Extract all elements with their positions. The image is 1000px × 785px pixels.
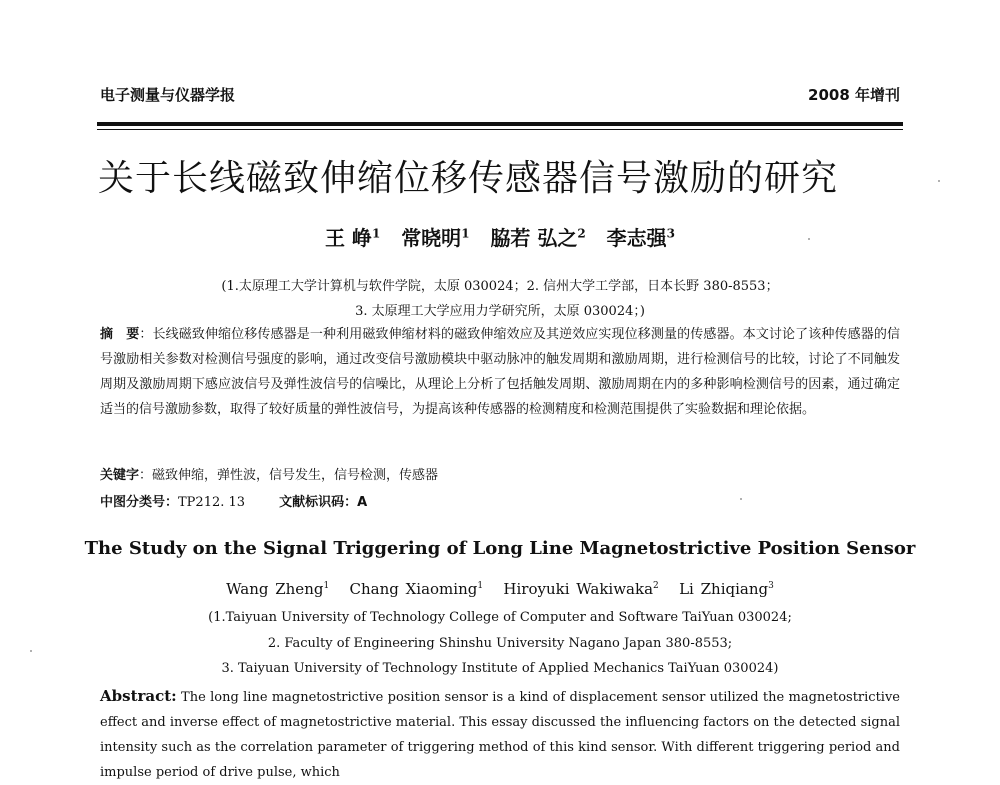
authors-zh (0, 222, 1000, 251)
affiliation-en-3: 3. Taiyuan University of Technology Institute of Applied Mechanics TaiYuan 030024) (221, 661, 779, 676)
paper-title-en: The Study on the Signal Triggering of Long Line Magnetostrictive Position Sensor (84, 538, 916, 559)
clc-label: 中图分类号： (100, 495, 179, 510)
authors-en (0, 580, 1000, 598)
scan-speck (740, 498, 742, 500)
author-zh-2: 常晓明$^1$ (401, 226, 470, 250)
keywords-zh-label: 关键字 (100, 468, 140, 483)
classification-line (100, 490, 900, 515)
abstract-en-text: The long line magnetostrictive position sensor is a kind of displacement sensor utilized the magnetostrictive effect and inverse effect of magnetostrictive material. This essay discussed the influencing factors on the detected signal intensity such as the correlation parameter of triggering method of this kind sensor. With different triggering period and impulse period of drive pulse, which (100, 690, 900, 780)
author-en-2: Chang Xiaoming$^1$ (349, 580, 484, 598)
paper-title-zh: 关于长线磁致伸缩位移传感器信号激励的研究 (98, 158, 839, 199)
author-en-3: Hiroyuki Wakiwaka$^2$ (503, 580, 659, 598)
author-en-4: Li Zhiqiang$^3$ (679, 580, 774, 598)
header-rule-thin (97, 129, 903, 130)
affiliation-zh-1: (1.太原理工大学计算机与软件学院，太原 030024；2. 信州大学工学部，日本长野 380-8553； (221, 279, 779, 294)
doc-code-value: A (357, 495, 368, 510)
keywords-zh (100, 463, 900, 488)
issue-label: 2008 年增刊 (808, 86, 900, 104)
affiliation-en-1: (1.Taiyuan University of Technology College of Computer and Software TaiYuan 030024; (208, 610, 792, 625)
journal-name: 电子测量与仪器学报 (100, 86, 236, 104)
scan-speck (808, 238, 810, 240)
affiliation-en-2: 2. Faculty of Engineering Shinshu University Nagano Japan 380-8553; (267, 636, 733, 651)
abstract-zh-text: ：长线磁致伸缩位移传感器是一种利用磁致伸缩材料的磁致伸缩效应及其逆效应实现位移测量的传感器。本文讨论了该种传感器的信号激励相关参数对检测信号强度的影响，通过改变信号激励模块中驱动脉冲的触发周期和激励周期，进行检测信号的比较，讨论了不同触发周期及激励周期下感应波信号及弹性波信号的信噪比，从理论上分析了包括触发周期、激励周期在内的多种影响检测信号的因素，通过确定适当的信号激励参数，取得了较好质量的弹性波信号，为提高该种传感器的检测精度和检测范围提供了实验数据和理论依据。 (100, 327, 900, 417)
scan-speck (938, 180, 940, 182)
clc-value: TP212. 13 (178, 495, 246, 510)
scan-speck (30, 650, 32, 652)
author-en-1: Wang Zheng$^1$ (226, 580, 330, 598)
header-rule-thick (97, 122, 903, 126)
author-zh-4: 李志强$^3$ (606, 226, 676, 250)
abstract-zh-label: 摘 要 (100, 327, 140, 342)
abstract-zh (100, 322, 900, 422)
author-zh-1: 王 峥$^1$ (324, 226, 381, 250)
affiliation-zh-2: 3. 太原理工大学应用力学研究所，太原 030024；) (355, 304, 645, 319)
abstract-en (100, 684, 900, 785)
abstract-en-label: Abstract: (100, 687, 177, 705)
keywords-zh-text: ：磁致伸缩，弹性波，信号发生，信号检测，传感器 (139, 468, 439, 483)
doc-code-label: 文献标识码： (279, 495, 358, 510)
author-zh-3: 脇若 弘之$^2$ (490, 226, 586, 250)
